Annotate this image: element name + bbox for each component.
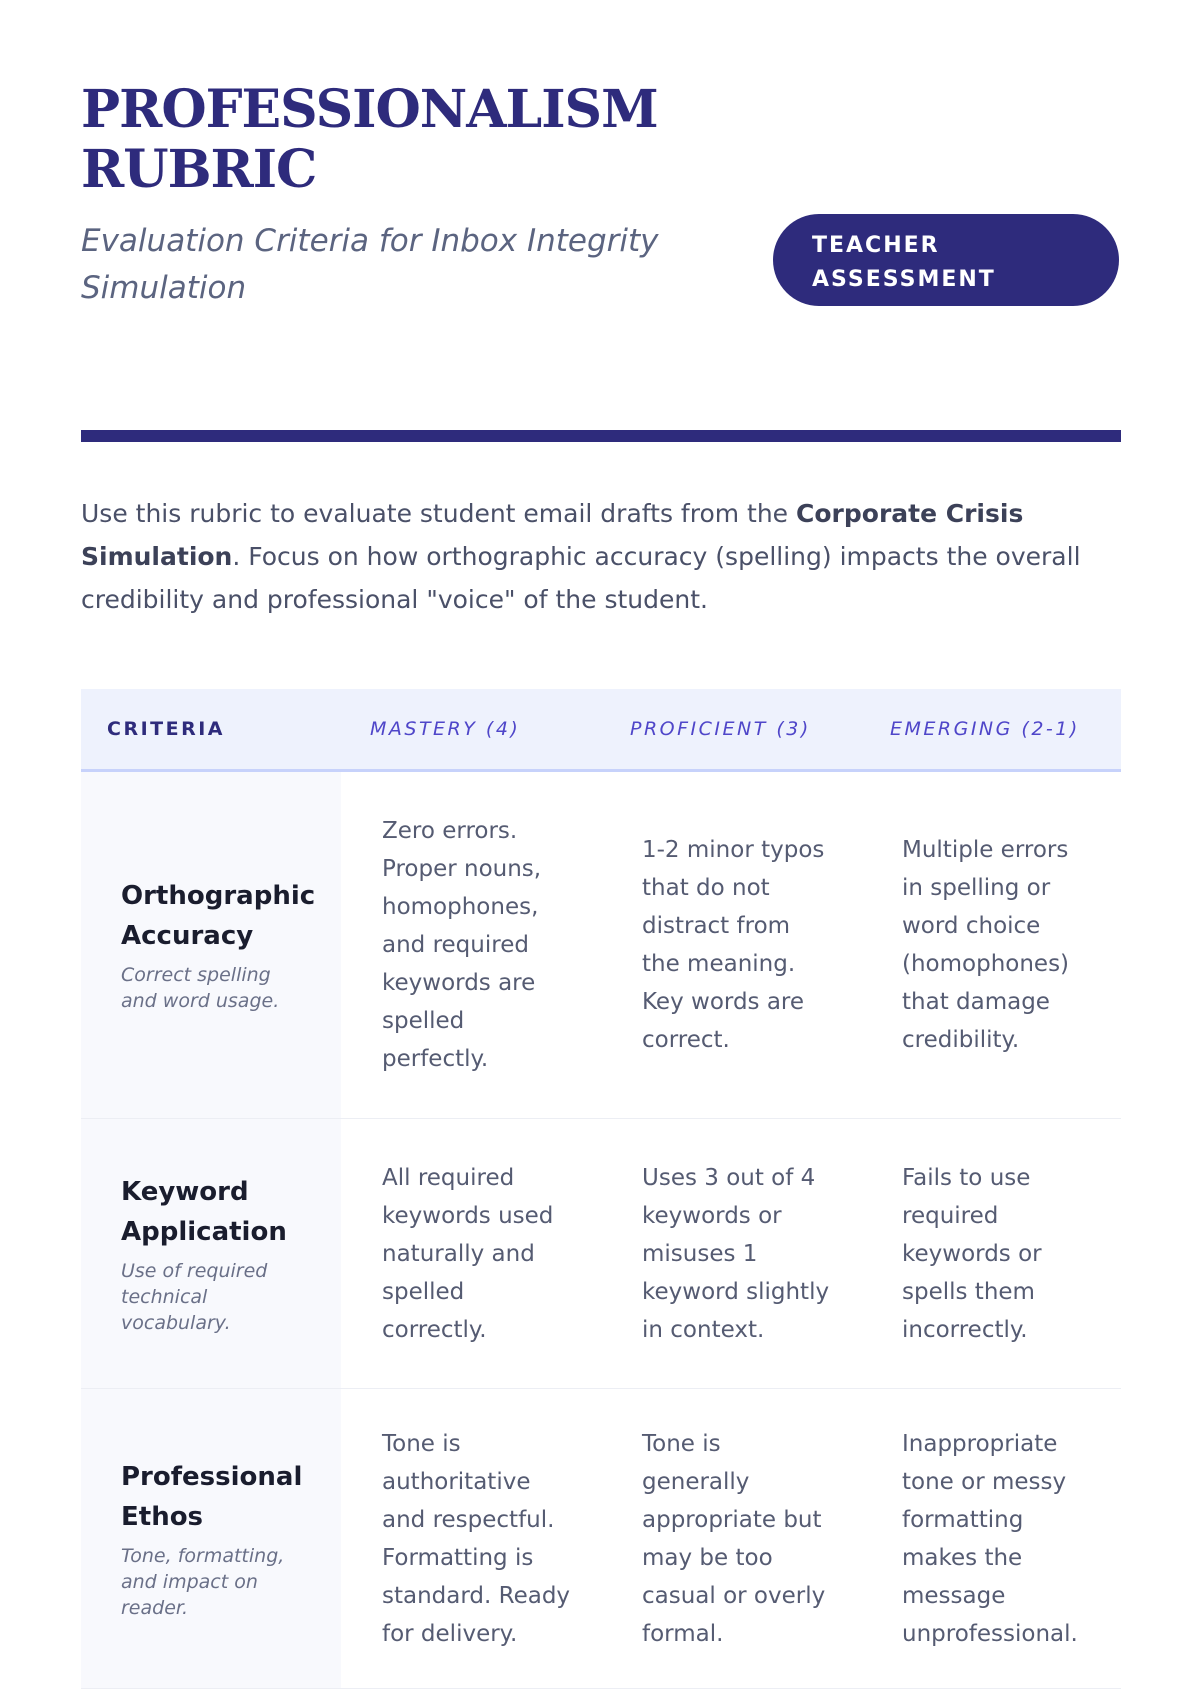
proficient-cell: Tone is generally appropriate but may be too casual or overly formal.: [601, 1389, 861, 1689]
criteria-cell: [81, 1119, 341, 1389]
emerging-cell: Inappropriate tone or messy formatting makes the message unprofessional.: [861, 1389, 1121, 1689]
criteria-description: Correct spelling and word usage.: [121, 964, 280, 1012]
criteria-name: Keyword Application: [121, 1176, 287, 1247]
header-criteria: CRITERIA: [81, 689, 341, 771]
table-row: [81, 771, 1121, 1119]
table-row: [81, 1119, 1121, 1389]
mastery-cell: Zero errors. Proper nouns, homophones, and required keywords are spelled perfectly.: [341, 771, 601, 1119]
page-subtitle: Evaluation Criteria for Inbox Integrity Simulation: [81, 223, 659, 306]
header-emerging: EMERGING (2-1): [861, 689, 1121, 771]
intro-text-1: Use this rubric to evaluate student email drafts from the: [81, 499, 797, 528]
proficient-cell: Uses 3 out of 4 keywords or misuses 1 keyword slightly in context.: [601, 1119, 861, 1389]
intro-text-2: . Focus on how orthographic accuracy (spelling) impacts the overall credibility and professional "voice" of the student.: [81, 542, 1081, 614]
header-row: [81, 689, 1121, 771]
criteria-cell: [81, 771, 341, 1119]
header-proficient: PROFICIENT (3): [601, 689, 861, 771]
rubric-table: [81, 689, 1121, 1689]
rubric-table-body: [81, 771, 1121, 1689]
header-mastery: MASTERY (4): [341, 689, 601, 771]
intro-bold-text: Corporate Crisis Simulation: [81, 499, 1024, 571]
criteria-description: Tone, formatting, and impact on reader.: [121, 1544, 285, 1619]
criteria-name: Professional Ethos: [121, 1461, 303, 1532]
header-divider: [81, 430, 1121, 442]
criteria-description: Use of required technical vocabulary.: [121, 1259, 268, 1334]
emerging-cell: Multiple errors in spelling or word choice (homophones) that damage credibility.: [861, 771, 1121, 1119]
page-header: [81, 80, 1119, 350]
criteria-name: Orthographic Accuracy: [121, 881, 316, 951]
intro-paragraph: [81, 492, 1121, 621]
proficient-cell: 1-2 minor typos that do not distract from the meaning. Key words are correct.: [601, 771, 861, 1119]
table-row: [81, 1389, 1121, 1689]
criteria-cell: [81, 1389, 341, 1689]
mastery-cell: All required keywords used naturally and spelled correctly.: [341, 1119, 601, 1389]
rubric-table-header: [81, 689, 1121, 771]
mastery-cell: Tone is authoritative and respectful. Formatting is standard. Ready for delivery.: [341, 1389, 601, 1689]
teacher-assessment-badge: TEACHER ASSESSMENT: [773, 214, 1119, 306]
emerging-cell: Fails to use required keywords or spells them incorrectly.: [861, 1119, 1121, 1389]
page-title: PROFESSIONALISM RUBRIC: [81, 79, 658, 200]
